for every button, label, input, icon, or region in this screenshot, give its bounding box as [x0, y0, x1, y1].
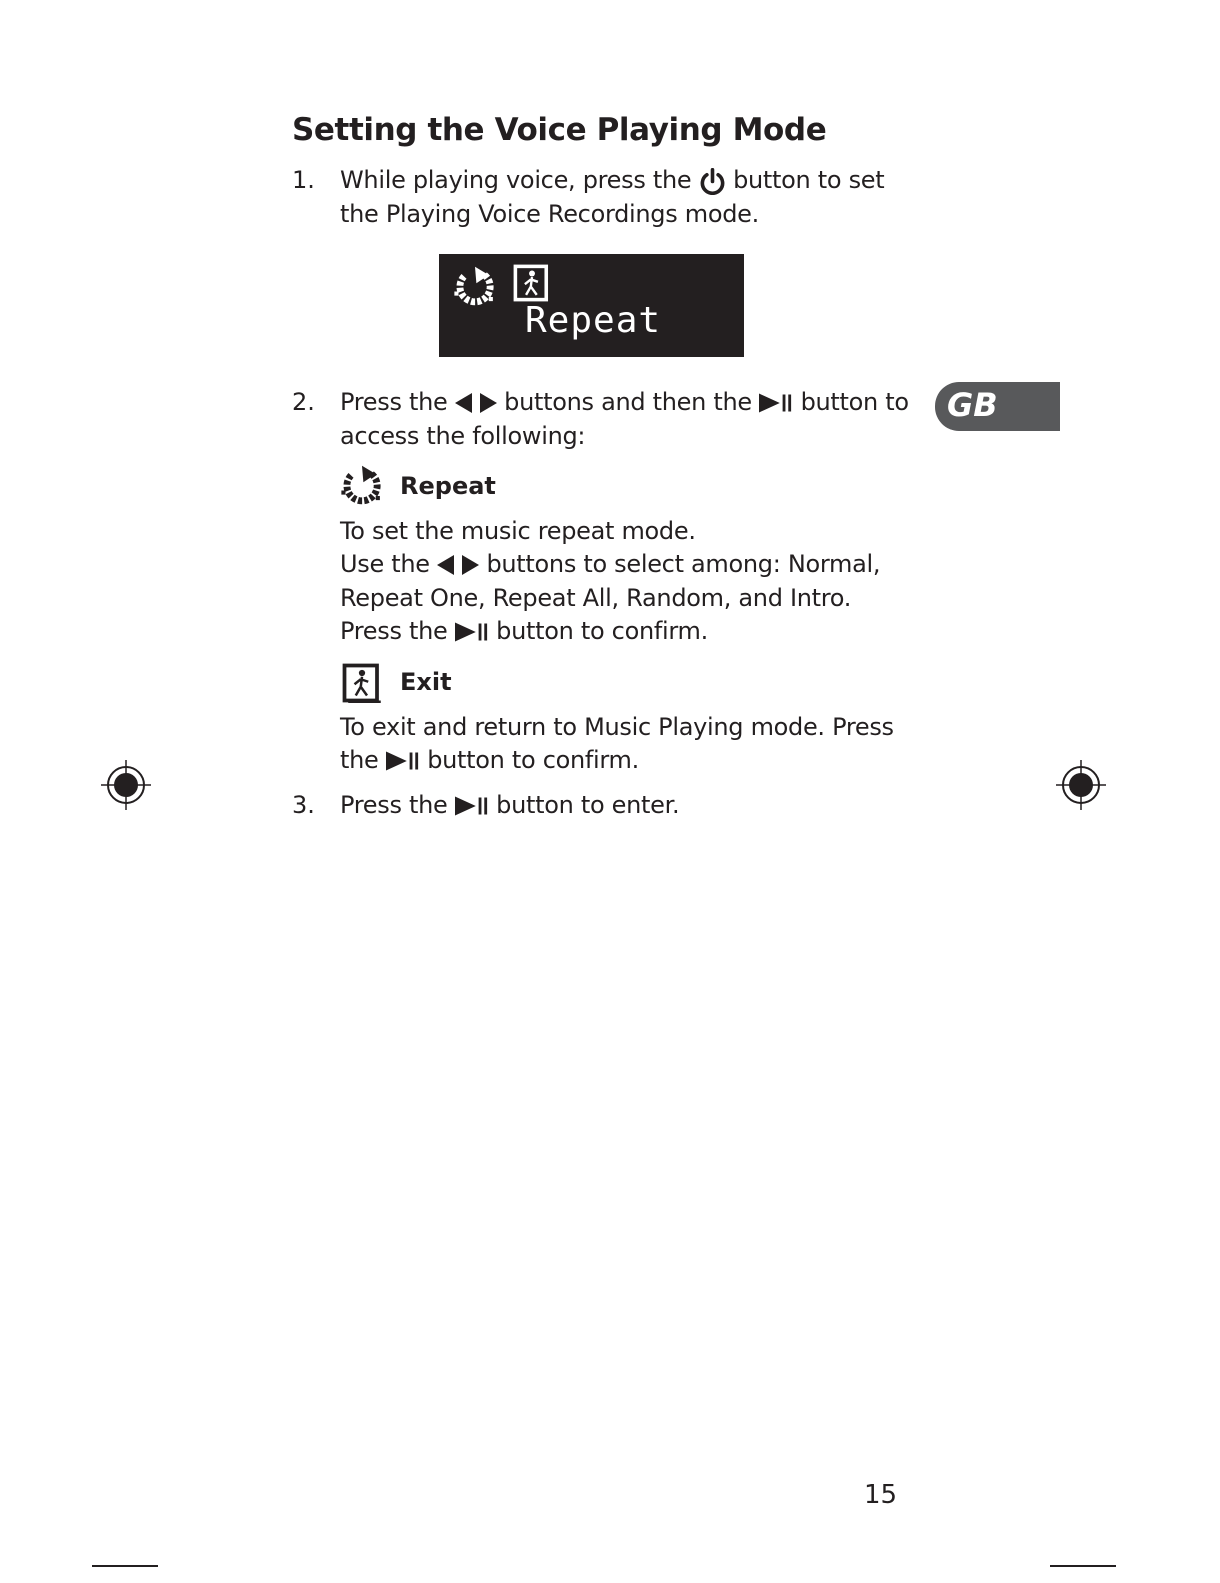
- play-pause-icon: [455, 621, 489, 643]
- step-2-text-a: Press the: [340, 388, 448, 416]
- exit-line-1: To exit and return to Music Playing mode. Press: [340, 713, 894, 741]
- lcd-exit-icon: [513, 264, 551, 302]
- step-3-number: 3.: [292, 791, 315, 819]
- page-title: Setting the Voice Playing Mode: [292, 112, 827, 148]
- repeat-line-4: [340, 617, 708, 645]
- exit-text-b: button to confirm.: [427, 746, 639, 774]
- repeat-icon: [340, 463, 384, 507]
- exit-option-title: Exit: [400, 668, 452, 696]
- step-2-number: 2.: [292, 388, 315, 416]
- repeat-line-1: To set the music repeat mode.: [340, 517, 696, 545]
- step-1-line-2: the Playing Voice Recordings mode.: [340, 200, 759, 228]
- registration-mark-icon: [1056, 760, 1106, 810]
- repeat-text-d: button to confirm.: [496, 617, 708, 645]
- exit-icon: [342, 663, 382, 703]
- repeat-text-c: Press the: [340, 617, 448, 645]
- crop-rule: [92, 1565, 158, 1567]
- lcd-repeat-icon: [453, 264, 497, 308]
- step-2-line-1: [340, 388, 909, 416]
- language-tab: [935, 382, 1060, 431]
- step-1-text-b: button to set: [733, 166, 885, 194]
- registration-mark-icon: [101, 760, 151, 810]
- step-3-text-a: Press the: [340, 791, 448, 819]
- repeat-line-2: [340, 550, 880, 578]
- power-icon: [699, 168, 726, 195]
- repeat-line-3: Repeat One, Repeat All, Random, and Intro.: [340, 584, 852, 612]
- left-right-arrows-icon: [455, 392, 497, 414]
- step-1-line-1: [340, 166, 884, 195]
- step-2-text-b: buttons and then the: [504, 388, 752, 416]
- play-pause-icon: [386, 750, 420, 772]
- repeat-option-title: Repeat: [400, 472, 496, 500]
- left-right-arrows-icon: [437, 554, 479, 576]
- play-pause-icon: [759, 392, 793, 414]
- step-2-text-c: button to: [800, 388, 909, 416]
- step-1-number: 1.: [292, 166, 315, 194]
- play-pause-icon: [455, 795, 489, 817]
- exit-text-a: the: [340, 746, 379, 774]
- repeat-text-b: buttons to select among: Normal,: [486, 550, 881, 578]
- page-number: 15: [864, 1480, 898, 1510]
- exit-line-2: [340, 746, 639, 774]
- crop-rule: [1050, 1565, 1116, 1567]
- step-3-line: [340, 791, 679, 819]
- language-tab-label: GB: [947, 386, 998, 424]
- repeat-text-a: Use the: [340, 550, 430, 578]
- step-3-text-b: button to enter.: [496, 791, 680, 819]
- lcd-text: Repeat: [525, 300, 662, 341]
- step-1-text-a: While playing voice, press the: [340, 166, 692, 194]
- lcd-screen: [439, 254, 744, 357]
- step-2-line-2: access the following:: [340, 422, 586, 450]
